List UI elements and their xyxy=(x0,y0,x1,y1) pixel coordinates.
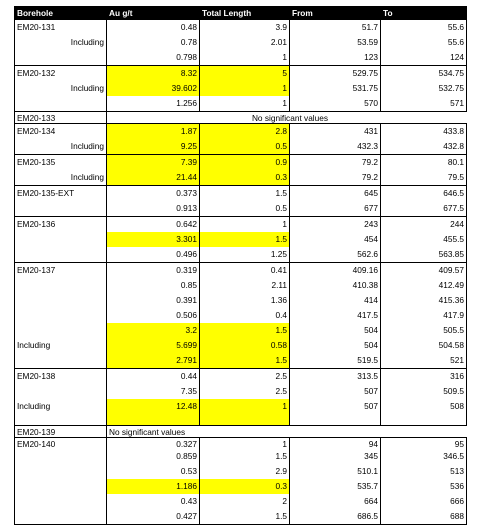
from-depth-cell: 535.7 xyxy=(290,479,381,494)
total-length-cell: 2.01 xyxy=(200,35,290,50)
borehole-cell: EM20-134 xyxy=(15,124,107,140)
from-depth-cell: 417.5 xyxy=(290,308,381,323)
total-length-cell: 1.5 xyxy=(200,323,290,338)
borehole-cell: EM20-131 xyxy=(15,20,107,36)
au-grade-cell: 0.913 xyxy=(107,201,200,217)
au-grade-cell: 9.25 xyxy=(107,139,200,155)
assay-results-table xyxy=(14,6,467,525)
borehole-cell: EM20-136 xyxy=(15,217,107,233)
borehole-cell: EM20-138 xyxy=(15,369,107,385)
from-depth-cell: 410.38 xyxy=(290,278,381,293)
to-depth-cell: 666 xyxy=(381,494,467,509)
total-length-cell xyxy=(200,414,290,426)
au-grade-cell: 0.496 xyxy=(107,247,200,263)
table-row xyxy=(15,217,467,233)
total-length-cell: 1.5 xyxy=(200,186,290,202)
from-depth-cell: 79.2 xyxy=(290,155,381,171)
total-length-cell: 0.58 xyxy=(200,338,290,353)
borehole-cell: Including xyxy=(15,35,107,50)
borehole-cell xyxy=(15,509,107,525)
from-depth-cell: 507 xyxy=(290,399,381,414)
total-length-cell: 0.41 xyxy=(200,263,290,279)
from-depth-cell: 51.7 xyxy=(290,20,381,36)
borehole-cell: EM20-132 xyxy=(15,66,107,82)
total-length-cell: 2.11 xyxy=(200,278,290,293)
header-row xyxy=(15,6,467,20)
total-length-cell: 0.9 xyxy=(200,155,290,171)
to-depth-cell: 79.5 xyxy=(381,170,467,186)
borehole-cell xyxy=(15,308,107,323)
to-depth-cell: 455.5 xyxy=(381,232,467,247)
to-depth-cell: 55.6 xyxy=(381,20,467,36)
borehole-cell xyxy=(15,464,107,479)
au-grade-cell: 0.53 xyxy=(107,464,200,479)
total-length-cell: 2.5 xyxy=(200,384,290,399)
borehole-cell xyxy=(15,384,107,399)
total-length-cell: 1.5 xyxy=(200,353,290,369)
table-row xyxy=(15,323,467,338)
to-depth-cell: 521 xyxy=(381,353,467,369)
table-row xyxy=(15,464,467,479)
to-depth-cell: 55.6 xyxy=(381,35,467,50)
borehole-cell xyxy=(15,353,107,369)
au-grade-cell: 7.35 xyxy=(107,384,200,399)
borehole-cell: EM20-140 xyxy=(15,438,107,450)
au-grade-cell: 0.798 xyxy=(107,50,200,66)
total-length-cell: 1 xyxy=(200,438,290,450)
table-row xyxy=(15,414,467,426)
to-depth-cell: 80.1 xyxy=(381,155,467,171)
borehole-cell xyxy=(15,50,107,66)
borehole-cell: EM20-137 xyxy=(15,263,107,279)
au-grade-cell: 3.301 xyxy=(107,232,200,247)
from-depth-cell: 510.1 xyxy=(290,464,381,479)
to-depth-cell: 536 xyxy=(381,479,467,494)
to-depth-cell: 244 xyxy=(381,217,467,233)
borehole-cell xyxy=(15,232,107,247)
header-au-grade: Au g/t xyxy=(107,6,200,20)
total-length-cell: 1.36 xyxy=(200,293,290,308)
au-grade-cell: 0.373 xyxy=(107,186,200,202)
au-grade-cell: 0.43 xyxy=(107,494,200,509)
header-total-length: Total Length xyxy=(200,6,290,20)
from-depth-cell: 570 xyxy=(290,96,381,112)
borehole-cell xyxy=(15,201,107,217)
table-row xyxy=(15,232,467,247)
au-grade-cell xyxy=(107,414,200,426)
from-depth-cell: 529.75 xyxy=(290,66,381,82)
total-length-cell: 0.5 xyxy=(200,139,290,155)
au-grade-cell: 1.186 xyxy=(107,479,200,494)
borehole-cell: EM20-139 xyxy=(15,426,107,438)
borehole-cell xyxy=(15,494,107,509)
table-row xyxy=(15,263,467,279)
table-row xyxy=(15,293,467,308)
to-depth-cell: 433.8 xyxy=(381,124,467,140)
from-depth-cell: 431 xyxy=(290,124,381,140)
from-depth-cell: 504 xyxy=(290,323,381,338)
table-row xyxy=(15,139,467,155)
table-row xyxy=(15,449,467,464)
to-depth-cell: 508 xyxy=(381,399,467,414)
borehole-cell: EM20-135-EXT xyxy=(15,186,107,202)
au-grade-cell: 1.87 xyxy=(107,124,200,140)
total-length-cell: 2 xyxy=(200,494,290,509)
au-grade-cell: 2.791 xyxy=(107,353,200,369)
assay-results-table-container xyxy=(14,6,466,525)
total-length-cell: 0.5 xyxy=(200,201,290,217)
total-length-cell: 1 xyxy=(200,96,290,112)
borehole-cell: Including xyxy=(15,338,107,353)
from-depth-cell: 645 xyxy=(290,186,381,202)
to-depth-cell: 95 xyxy=(381,438,467,450)
total-length-cell: 1.5 xyxy=(200,449,290,464)
table-row xyxy=(15,81,467,96)
from-depth-cell: 677 xyxy=(290,201,381,217)
to-depth-cell: 677.5 xyxy=(381,201,467,217)
au-grade-cell: 5.699 xyxy=(107,338,200,353)
to-depth-cell: 124 xyxy=(381,50,467,66)
from-depth-cell: 345 xyxy=(290,449,381,464)
table-row xyxy=(15,170,467,186)
to-depth-cell: 409.57 xyxy=(381,263,467,279)
total-length-cell: 0.3 xyxy=(200,170,290,186)
from-depth-cell: 432.3 xyxy=(290,139,381,155)
au-grade-cell: 0.506 xyxy=(107,308,200,323)
au-grade-cell: 0.391 xyxy=(107,293,200,308)
to-depth-cell: 417.9 xyxy=(381,308,467,323)
table-row xyxy=(15,494,467,509)
table-row xyxy=(15,155,467,171)
au-grade-cell: 8.32 xyxy=(107,66,200,82)
to-depth-cell: 688 xyxy=(381,509,467,525)
from-depth-cell: 414 xyxy=(290,293,381,308)
table-body xyxy=(15,20,467,525)
to-depth-cell: 316 xyxy=(381,369,467,385)
to-depth-cell: 646.5 xyxy=(381,186,467,202)
from-depth-cell: 664 xyxy=(290,494,381,509)
au-grade-cell: 12.48 xyxy=(107,399,200,414)
to-depth-cell: 346.5 xyxy=(381,449,467,464)
borehole-cell xyxy=(15,278,107,293)
to-depth-cell: 513 xyxy=(381,464,467,479)
header-borehole: Borehole xyxy=(15,6,107,20)
from-depth-cell: 454 xyxy=(290,232,381,247)
to-depth-cell: 509.5 xyxy=(381,384,467,399)
table-row xyxy=(15,399,467,414)
au-grade-cell: 0.48 xyxy=(107,20,200,36)
table-row xyxy=(15,112,467,124)
table-row xyxy=(15,353,467,369)
to-depth-cell: 412.49 xyxy=(381,278,467,293)
borehole-cell xyxy=(15,96,107,112)
au-grade-cell: 0.319 xyxy=(107,263,200,279)
from-depth-cell: 123 xyxy=(290,50,381,66)
from-depth-cell: 519.5 xyxy=(290,353,381,369)
no-significant-values-note: No significant values xyxy=(107,426,467,438)
table-row xyxy=(15,509,467,525)
from-depth-cell: 562.6 xyxy=(290,247,381,263)
table-row xyxy=(15,96,467,112)
au-grade-cell: 1.256 xyxy=(107,96,200,112)
table-row xyxy=(15,20,467,36)
table-row xyxy=(15,308,467,323)
total-length-cell: 2.5 xyxy=(200,369,290,385)
au-grade-cell: 3.2 xyxy=(107,323,200,338)
borehole-cell xyxy=(15,323,107,338)
no-significant-values-note: No significant values xyxy=(200,112,381,124)
borehole-cell: EM20-135 xyxy=(15,155,107,171)
empty-cell xyxy=(107,112,200,124)
header-from: From xyxy=(290,6,381,20)
total-length-cell: 3.9 xyxy=(200,20,290,36)
to-depth-cell xyxy=(381,414,467,426)
from-depth-cell xyxy=(290,414,381,426)
table-row xyxy=(15,438,467,450)
table-row xyxy=(15,369,467,385)
table-row xyxy=(15,35,467,50)
to-depth-cell: 415.36 xyxy=(381,293,467,308)
total-length-cell: 0.4 xyxy=(200,308,290,323)
borehole-cell: EM20-133 xyxy=(15,112,107,124)
table-row xyxy=(15,384,467,399)
table-row xyxy=(15,66,467,82)
from-depth-cell: 507 xyxy=(290,384,381,399)
au-grade-cell: 0.327 xyxy=(107,438,200,450)
total-length-cell: 5 xyxy=(200,66,290,82)
total-length-cell: 2.9 xyxy=(200,464,290,479)
total-length-cell: 1 xyxy=(200,81,290,96)
au-grade-cell: 0.78 xyxy=(107,35,200,50)
au-grade-cell: 0.642 xyxy=(107,217,200,233)
to-depth-cell: 571 xyxy=(381,96,467,112)
table-row xyxy=(15,186,467,202)
from-depth-cell: 53.59 xyxy=(290,35,381,50)
total-length-cell: 1 xyxy=(200,50,290,66)
from-depth-cell: 243 xyxy=(290,217,381,233)
au-grade-cell: 0.85 xyxy=(107,278,200,293)
from-depth-cell: 409.16 xyxy=(290,263,381,279)
total-length-cell: 2.8 xyxy=(200,124,290,140)
to-depth-cell: 432.8 xyxy=(381,139,467,155)
header-to: To xyxy=(381,6,467,20)
from-depth-cell: 504 xyxy=(290,338,381,353)
borehole-cell: Including xyxy=(15,170,107,186)
borehole-cell xyxy=(15,293,107,308)
borehole-cell xyxy=(15,479,107,494)
to-depth-cell: 532.75 xyxy=(381,81,467,96)
borehole-cell xyxy=(15,247,107,263)
au-grade-cell: 0.44 xyxy=(107,369,200,385)
borehole-cell: Including xyxy=(15,139,107,155)
total-length-cell: 1.25 xyxy=(200,247,290,263)
from-depth-cell: 79.2 xyxy=(290,170,381,186)
table-row xyxy=(15,479,467,494)
total-length-cell: 1.5 xyxy=(200,232,290,247)
au-grade-cell: 21.44 xyxy=(107,170,200,186)
table-row xyxy=(15,124,467,140)
au-grade-cell: 0.427 xyxy=(107,509,200,525)
borehole-cell xyxy=(15,449,107,464)
empty-cell xyxy=(381,112,467,124)
to-depth-cell: 504.58 xyxy=(381,338,467,353)
table-row xyxy=(15,278,467,293)
table-row xyxy=(15,426,467,438)
table-row xyxy=(15,201,467,217)
table-row xyxy=(15,338,467,353)
to-depth-cell: 505.5 xyxy=(381,323,467,338)
borehole-cell xyxy=(15,414,107,426)
from-depth-cell: 94 xyxy=(290,438,381,450)
borehole-cell: Including xyxy=(15,399,107,414)
from-depth-cell: 686.5 xyxy=(290,509,381,525)
total-length-cell: 1 xyxy=(200,399,290,414)
au-grade-cell: 39.602 xyxy=(107,81,200,96)
table-row xyxy=(15,247,467,263)
to-depth-cell: 534.75 xyxy=(381,66,467,82)
au-grade-cell: 0.859 xyxy=(107,449,200,464)
to-depth-cell: 563.85 xyxy=(381,247,467,263)
table-row xyxy=(15,50,467,66)
borehole-cell: Including xyxy=(15,81,107,96)
total-length-cell: 1 xyxy=(200,217,290,233)
from-depth-cell: 313.5 xyxy=(290,369,381,385)
au-grade-cell: 7.39 xyxy=(107,155,200,171)
total-length-cell: 0.3 xyxy=(200,479,290,494)
total-length-cell: 1.5 xyxy=(200,509,290,525)
from-depth-cell: 531.75 xyxy=(290,81,381,96)
